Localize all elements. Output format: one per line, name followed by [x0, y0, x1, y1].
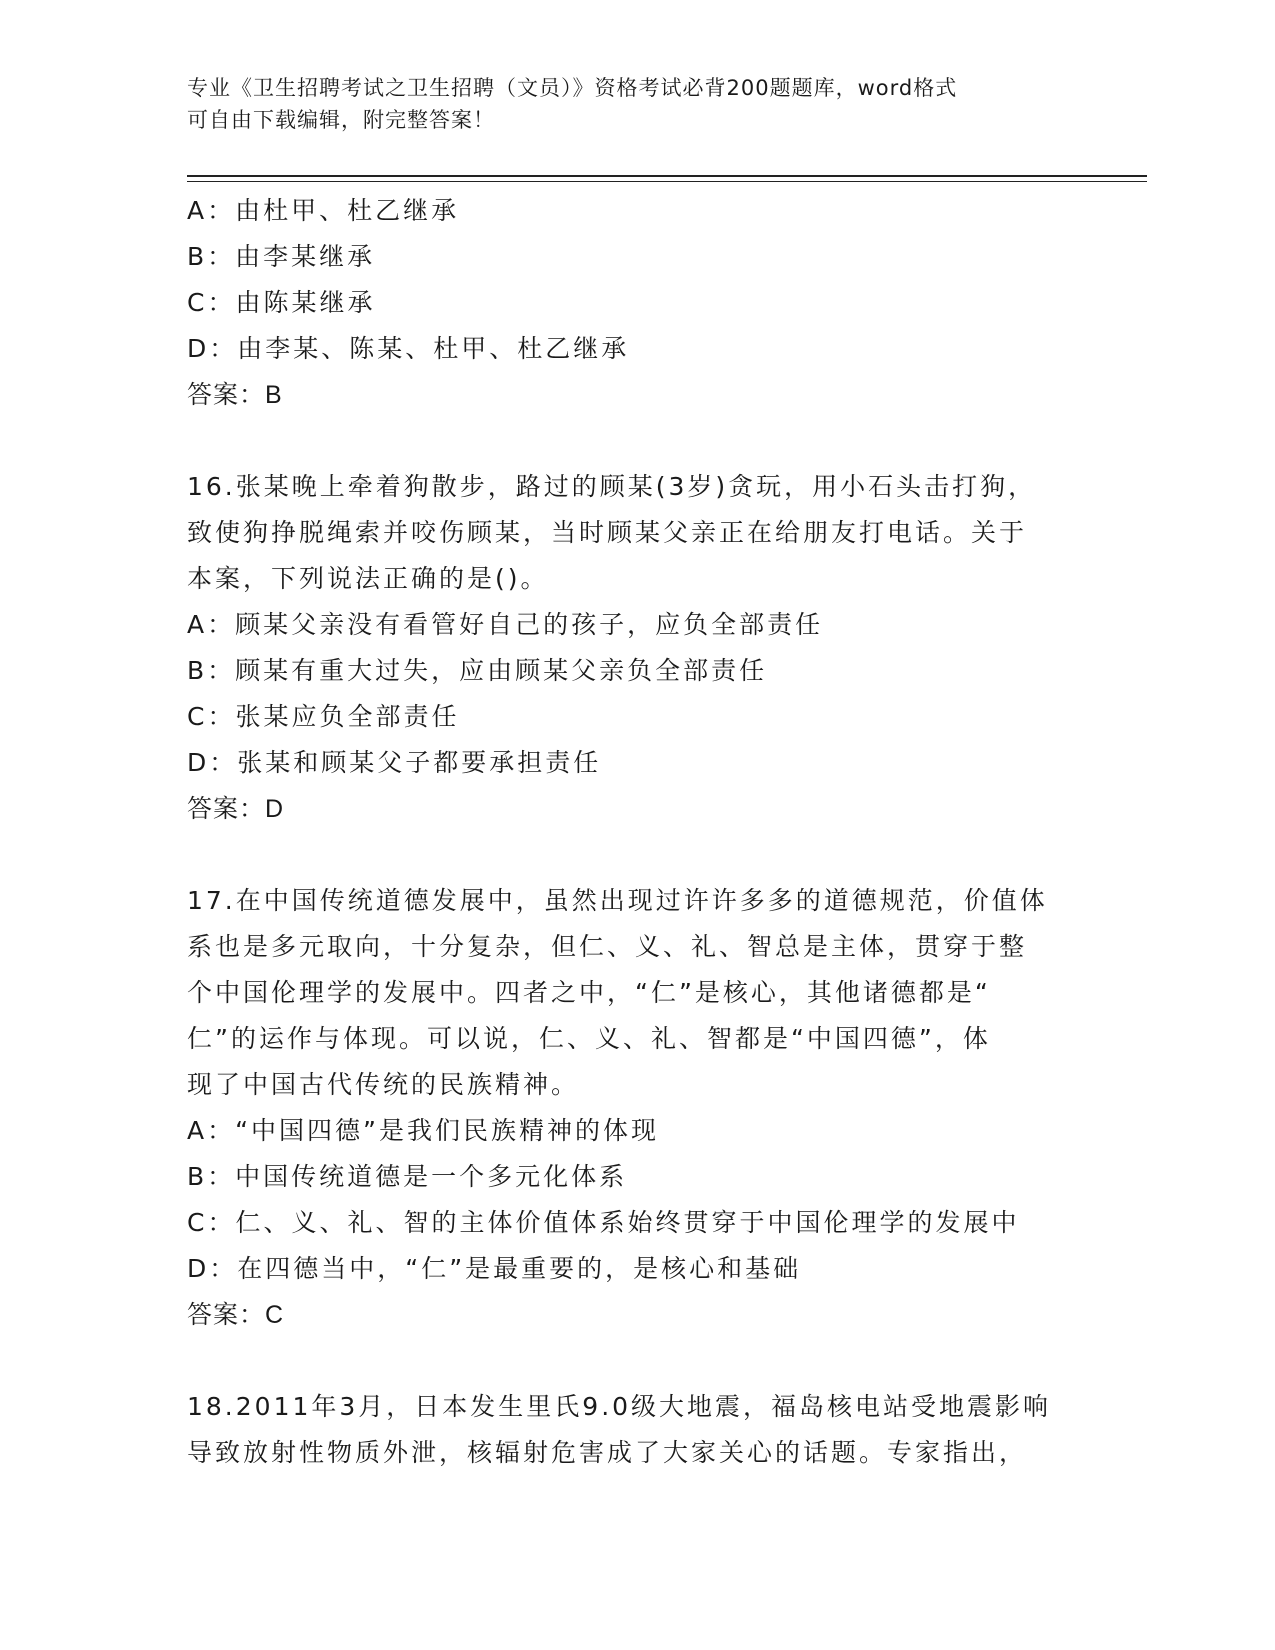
document-body — [187, 188, 1087, 1476]
option-d: D：张某和顾某父子都要承担责任 — [187, 748, 602, 777]
option-a: A：顾某父亲没有看管好自己的孩子，应负全部责任 — [187, 610, 824, 639]
question-line: 系也是多元取向，十分复杂，但仁、义、礼、智总是主体，贯穿于整 — [187, 932, 1028, 961]
option-d: D：在四德当中，“仁”是最重要的，是核心和基础 — [187, 1254, 802, 1283]
option-a: A：“中国四德”是我们民族精神的体现 — [187, 1116, 660, 1145]
question-17 — [187, 878, 1087, 1338]
question-line: 16.张某晚上牵着狗散步，路过的顾某(3岁)贪玩，用小石头击打狗， — [187, 472, 1037, 501]
option-b: B：由李某继承 — [187, 242, 376, 271]
question-line: 个中国伦理学的发展中。四者之中，“仁”是核心，其他诸德都是“ — [187, 978, 991, 1007]
question-line: 仁”的运作与体现。可以说，仁、义、礼、智都是“中国四德”，体 — [187, 1024, 991, 1053]
header-rule-thin — [187, 181, 1147, 182]
document-header — [187, 72, 1087, 136]
answer: 答案：D — [187, 795, 285, 823]
header-line-1: 专业《卫生招聘考试之卫生招聘（文员）》资格考试必背200题题库，word格式 — [187, 76, 958, 100]
option-c: C：由陈某继承 — [187, 288, 376, 317]
answer: 答案：B — [187, 381, 283, 409]
header-rule-thick — [187, 175, 1147, 177]
question-16 — [187, 464, 1087, 832]
option-a: A：由杜甲、杜乙继承 — [187, 196, 460, 225]
question-line: 致使狗挣脱绳索并咬伤顾某，当时顾某父亲正在给朋友打电话。关于 — [187, 518, 1028, 547]
option-d: D：由李某、陈某、杜甲、杜乙继承 — [187, 334, 630, 363]
question-line: 18.2011年3月，日本发生里氏9.0级大地震，福岛核电站受地震影响 — [187, 1392, 1052, 1421]
question-15 — [187, 188, 1087, 418]
option-c: C：仁、义、礼、智的主体价值体系始终贯穿于中国伦理学的发展中 — [187, 1208, 1020, 1237]
option-b: B：顾某有重大过失，应由顾某父亲负全部责任 — [187, 656, 768, 685]
question-line: 导致放射性物质外泄，核辐射危害成了大家关心的话题。专家指出， — [187, 1438, 1028, 1467]
question-text — [187, 1384, 1087, 1476]
question-line: 17.在中国传统道德发展中，虽然出现过许许多多的道德规范，价值体 — [187, 886, 1048, 915]
question-text — [187, 464, 1087, 602]
question-line: 本案，下列说法正确的是()。 — [187, 564, 549, 593]
answer: 答案：C — [187, 1301, 285, 1329]
option-b: B：中国传统道德是一个多元化体系 — [187, 1162, 628, 1191]
question-text — [187, 878, 1087, 1108]
option-c: C：张某应负全部责任 — [187, 702, 460, 731]
question-18 — [187, 1384, 1087, 1476]
header-line-2: 可自由下载编辑，附完整答案！ — [187, 108, 495, 132]
question-line: 现了中国古代传统的民族精神。 — [187, 1070, 580, 1099]
